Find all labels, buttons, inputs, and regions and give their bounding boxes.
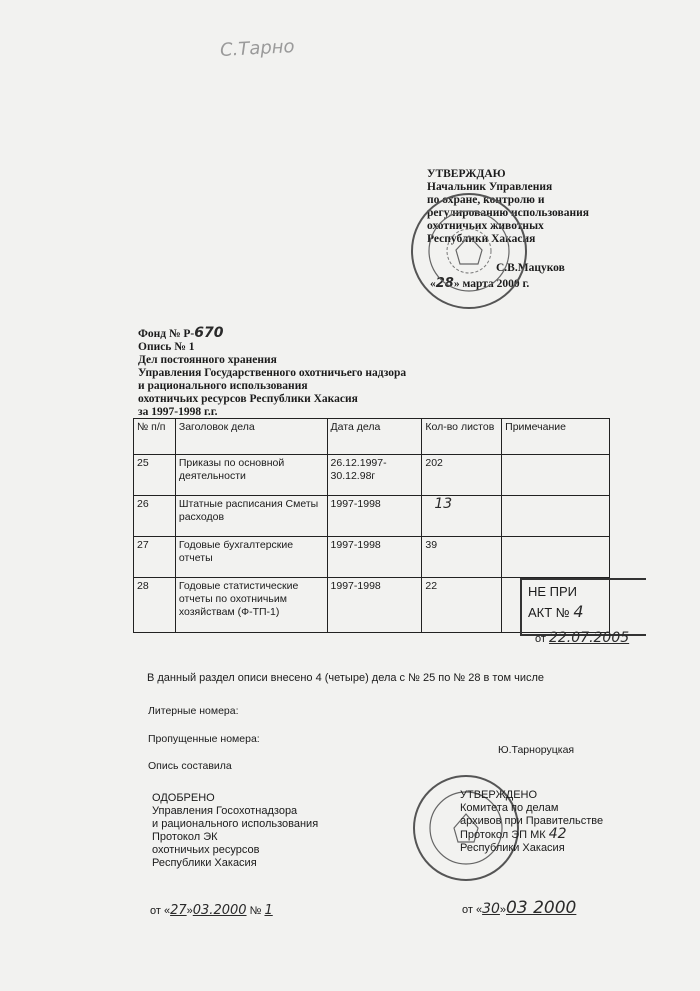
approval-line: охотничьих животных: [427, 220, 544, 232]
approved-archive-block: [460, 789, 603, 855]
column-header: Заголовок дела: [175, 419, 327, 455]
table-header-row: [134, 419, 610, 455]
fond-desc-line: Управления Государственного охотничьего надзора: [138, 367, 407, 379]
act-stamp-line1: НЕ ПРИ: [528, 584, 578, 599]
column-header: Примечание: [502, 419, 610, 455]
fond-label: Фонд № Р-: [138, 328, 195, 340]
cell-num: 27: [134, 537, 176, 578]
agreed-line: Управления Госохотнадзора: [152, 805, 298, 817]
agreed-num-label: №: [249, 905, 262, 917]
act-stamp-line2: [528, 602, 640, 623]
column-header: Дата дела: [327, 419, 422, 455]
approved-archive-line: архивов при Правительстве: [460, 815, 604, 827]
approval-title: УТВЕРЖДАЮ: [427, 168, 506, 180]
cell-title: Штатные расписания Сметы расходов: [175, 496, 327, 537]
cell-note: [502, 455, 610, 496]
cell-date: 1997-1998: [327, 578, 422, 633]
approved-archive-date: [462, 898, 576, 918]
act-number: 4: [573, 602, 584, 621]
cell-sheets: 39: [422, 537, 502, 578]
agreed-date-mid: »: [186, 905, 193, 917]
approval-date-rest: марта 2000 г.: [462, 278, 530, 290]
approval-line: Республики Хакасия: [427, 233, 536, 245]
agreed-date-day: 27: [170, 903, 187, 918]
act-date-value: 22.07.2005: [548, 630, 630, 646]
cell-title: Годовые бухгалтерские отчеты: [175, 537, 327, 578]
cell-note: [502, 496, 610, 537]
cell-sheets: 22: [422, 578, 502, 633]
approved-archive-date-mid: »: [499, 904, 507, 916]
fond-desc-line: Дел постоянного хранения: [138, 354, 277, 366]
agreed-date-prefix: от «: [150, 905, 171, 917]
fond-block: [138, 327, 406, 419]
cell-date: 26.12.1997-30.12.98г: [327, 455, 422, 496]
act-stamp: [520, 578, 646, 636]
approved-archive-line: Комитета по делам: [460, 802, 559, 814]
cell-num: 26: [134, 496, 176, 537]
cell-date: 1997-1998: [327, 537, 422, 578]
approved-archive-date-day: 30: [482, 901, 500, 917]
missing-numbers-label: Пропущенные номера:: [148, 733, 260, 745]
act-date: [535, 630, 629, 646]
fond-desc-line: и рационального использования: [138, 380, 308, 392]
agreed-block: [152, 792, 318, 870]
column-header: Кол-во листов: [422, 419, 502, 455]
summary-text: В данный раздел описи внесено 4 (четыре) дела с № 25 по № 28 в том числе: [147, 672, 544, 684]
approval-date: «28» марта 2000 г.: [430, 276, 530, 291]
literal-numbers-label: Литерные номера:: [148, 705, 239, 717]
column-header: № п/п: [134, 419, 176, 455]
cell-sheets: 202: [422, 455, 502, 496]
agreed-date-rest: 03.2000: [192, 903, 247, 918]
approval-line: регулированию использования: [427, 207, 589, 219]
fond-desc-line: за 1997-1998 г.г.: [138, 406, 218, 418]
cell-title: Годовые статистические отчеты по охотничьим хозяйствам (Ф-ТП-1): [175, 578, 327, 633]
agreed-line: Протокол ЭК: [152, 831, 218, 843]
approved-archive-line: Республики Хакасия: [460, 842, 565, 854]
fond-line: [138, 327, 406, 341]
approval-line: по охране, контролю и: [427, 194, 545, 206]
cell-num: 28: [134, 578, 176, 633]
agreed-title: ОДОБРЕНО: [152, 792, 215, 804]
table-row: [134, 496, 610, 537]
compiler-name: Ю.Тарноруцкая: [498, 744, 575, 756]
act-date-prefix: от: [535, 633, 546, 645]
compiled-by-label: Опись составила: [148, 760, 232, 772]
approval-date-day: 28: [435, 276, 454, 291]
act-label: АКТ №: [528, 605, 570, 620]
approved-archive-line: Протокол ЭП МК 42: [460, 826, 567, 842]
opis-line: Опись № 1: [138, 341, 195, 353]
cell-date: 1997-1998: [327, 496, 422, 537]
header-handwritten-note: С.Тарно: [219, 36, 296, 61]
fond-desc-line: охотничьих ресурсов Республики Хакасия: [138, 393, 358, 405]
approval-signatory: С.В.Мацуков: [496, 262, 565, 274]
cell-note: [502, 537, 610, 578]
agreed-line: охотничьих ресурсов: [152, 844, 260, 856]
protocol-handwritten-number: 42: [548, 826, 567, 842]
table-row: [134, 455, 610, 496]
approved-archive-title: УТВЕРЖДЕНО: [460, 789, 538, 801]
approved-archive-date-prefix: от «: [462, 904, 483, 916]
fond-number: 670: [194, 325, 224, 341]
agreed-date: [150, 903, 273, 918]
agreed-num-value: 1: [264, 903, 273, 918]
agreed-line: Республики Хакасия: [152, 857, 257, 869]
approval-line: Начальник Управления: [427, 181, 553, 193]
cell-num: 25: [134, 455, 176, 496]
agreed-line: и рационального использования: [152, 818, 319, 830]
table-row: [134, 537, 610, 578]
cell-sheets: 13: [422, 496, 502, 537]
round-seal-top: [408, 190, 530, 312]
approved-archive-date-rest: 03 2000: [506, 898, 577, 918]
cell-title: Приказы по основной деятельности: [175, 455, 327, 496]
